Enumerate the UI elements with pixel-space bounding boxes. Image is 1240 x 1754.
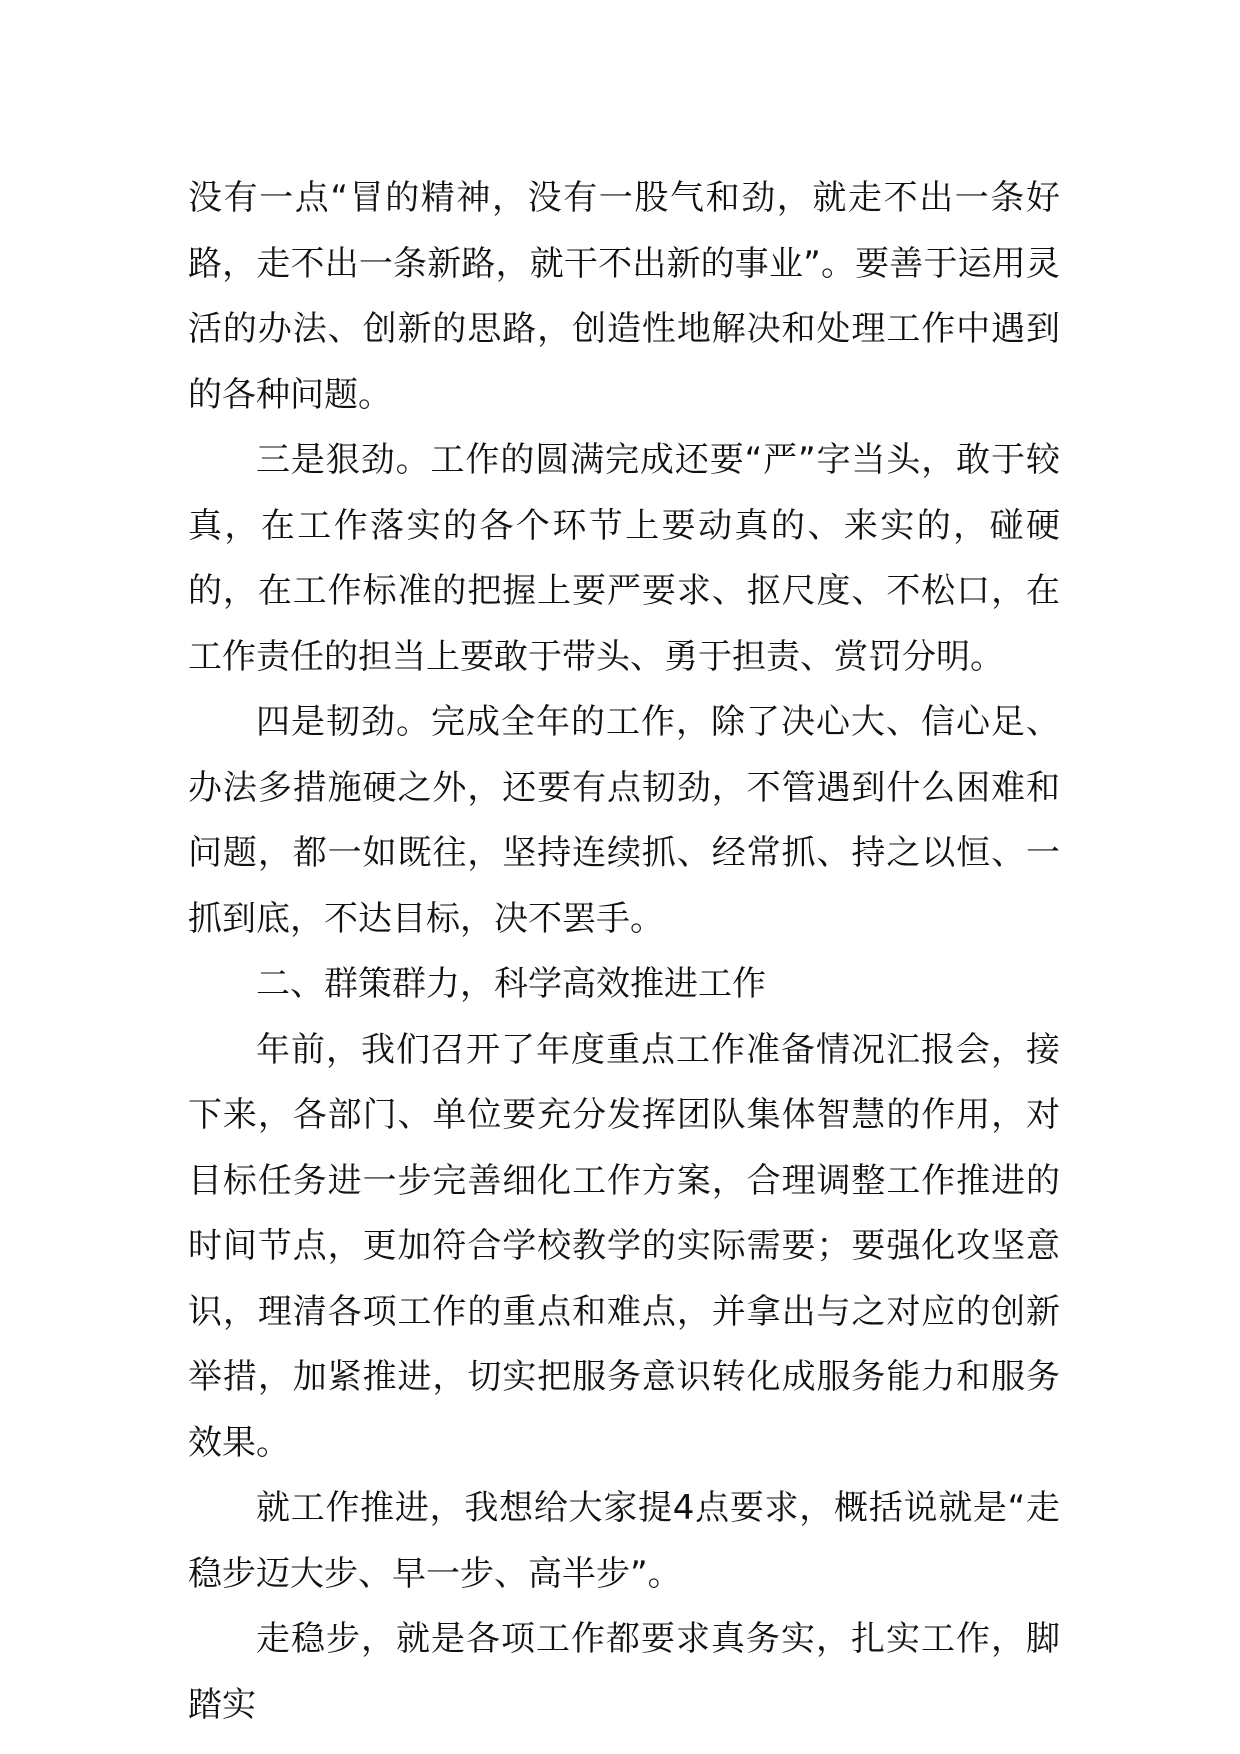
paragraph-1: 没有一点“冒的精神，没有一股气和劲，就走不出一条好路，走不出一条新路，就干不出新的事业”。要善于运用灵活的办法、创新的思路，创造性地解决和处理工作中遇到的各种问题。 (188, 178, 1060, 415)
paragraph-3: 四是韧劲。完成全年的工作，除了决心大、信心足、办法多措施硬之外，还要有点韧劲，不管遇到什么困难和问题，都一如既往，坚持连续抓、经常抓、持之以恒、一抓到底，不达目标，决不罢手。 (188, 702, 1060, 939)
document-body (188, 166, 1060, 1738)
paragraph-6: 走稳步，就是各项工作都要求真务实，扎实工作，脚踏实 (188, 1619, 1060, 1725)
paragraph-2: 三是狠劲。工作的圆满完成还要“严”字当头，敢于较真，在工作落实的各个环节上要动真的、来实的，碰硬的，在工作标准的把握上要严要求、抠尺度、不松口，在工作责任的担当上要敢于带头、勇于担责、赏罚分明。 (188, 440, 1060, 677)
paragraph-5: 就工作推进，我想给大家提4点要求，概括说就是“走稳步迈大步、早一步、高半步”。 (188, 1488, 1060, 1594)
section-heading: 二、群策群力，科学高效推进工作 (256, 964, 766, 1004)
paragraph-4: 年前，我们召开了年度重点工作准备情况汇报会，接下来，各部门、单位要充分发挥团队集体智慧的作用，对目标任务进一步完善细化工作方案，合理调整工作推进的时间节点，更加符合学校教学的实际需要；要强化攻坚意识，理清各项工作的重点和难点，并拿出与之对应的创新举措，加紧推进，切实把服务意识转化成服务能力和服务效果。 (188, 1029, 1060, 1463)
